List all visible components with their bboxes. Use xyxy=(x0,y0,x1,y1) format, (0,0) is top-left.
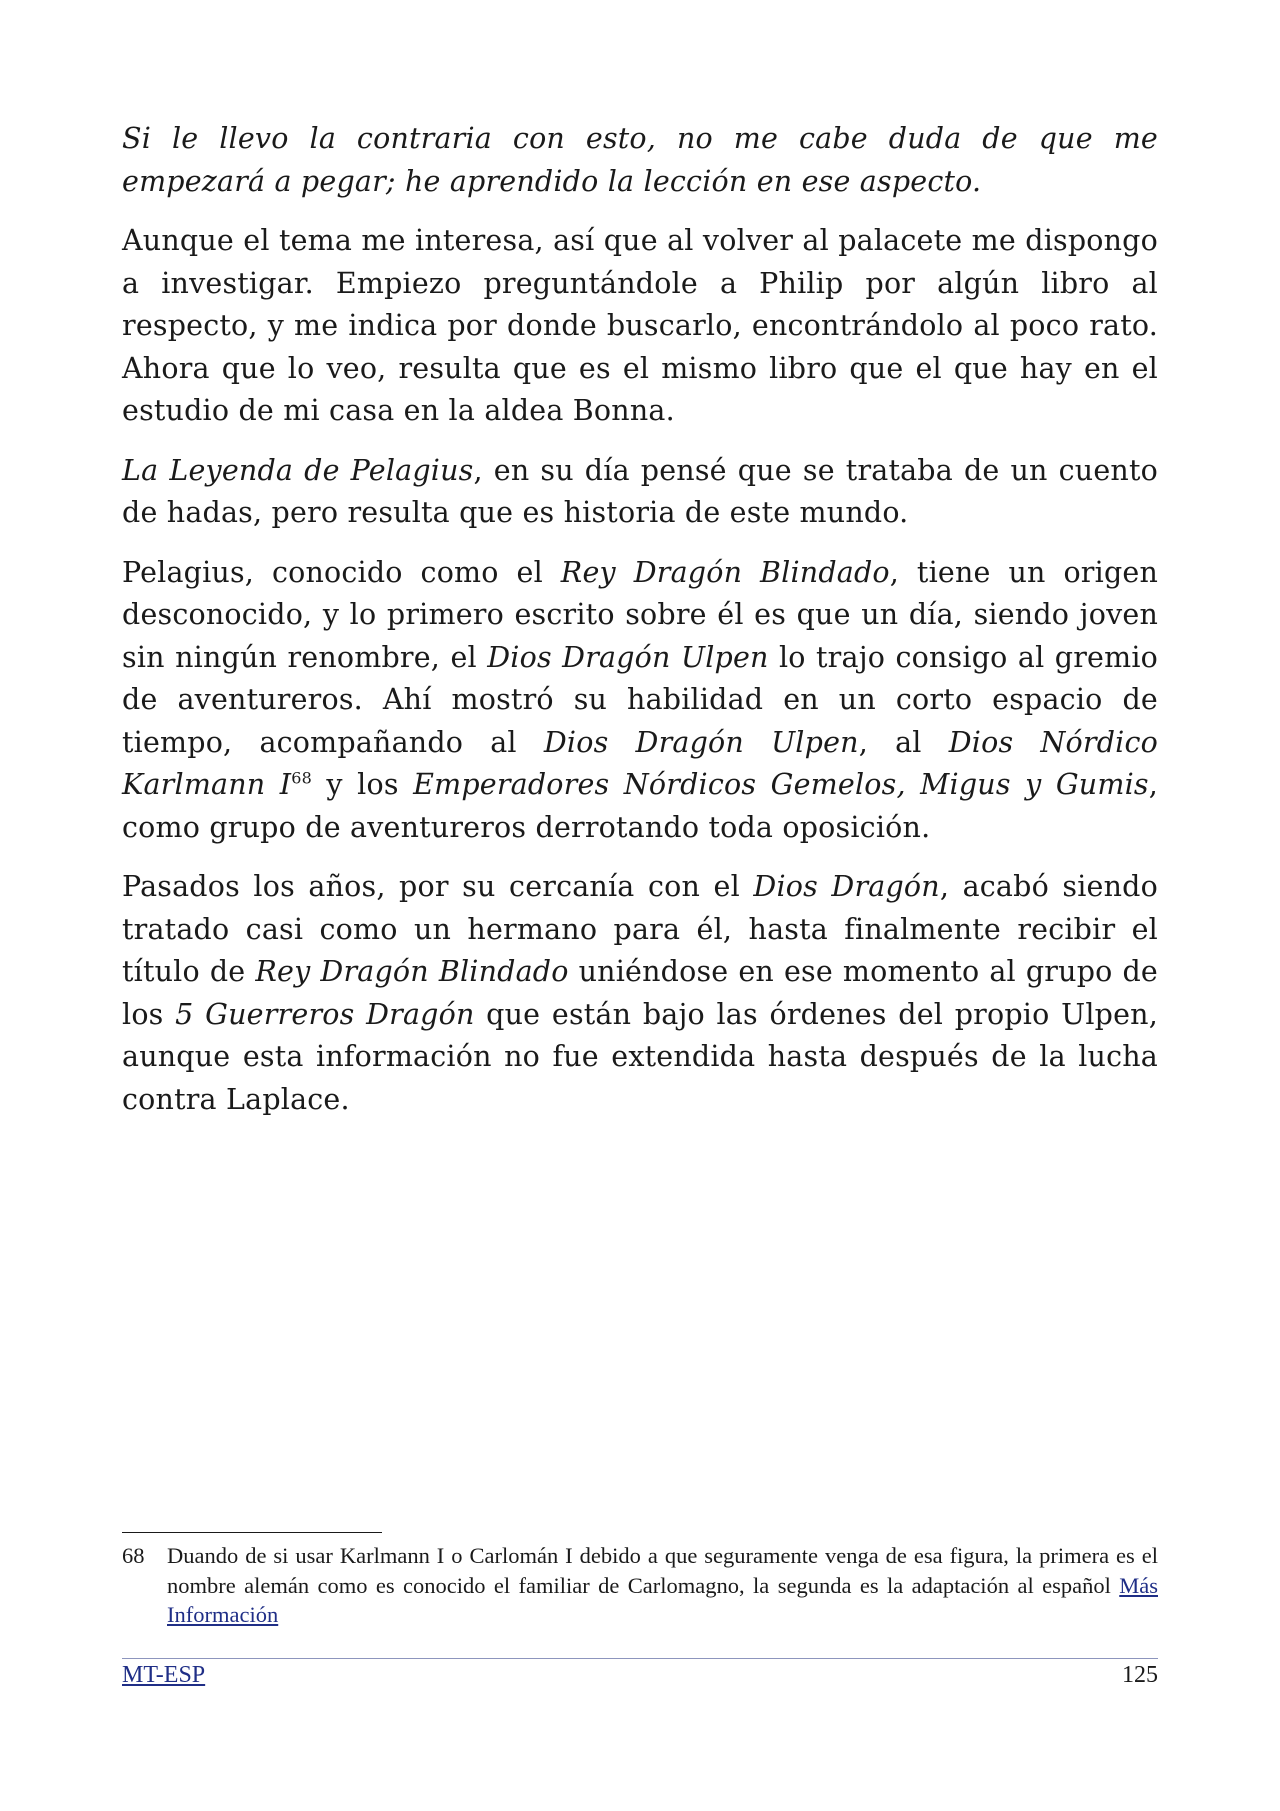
text-segment: lo trajo consigo al gremio de aventureros. Ahí mostró su habilidad en un corto espacio de tiempo, acompañando al xyxy=(122,640,1159,759)
emphasis-segment: Dios Dragón Ulpen xyxy=(487,640,769,674)
paragraph-3 xyxy=(122,450,1158,535)
emphasis-segment: Dios Dragón Ulpen xyxy=(543,725,859,759)
text-segment: que están bajo las órdenes del propio Ulpen, aunque esta información no fue extendida hasta después de la lucha contra Laplace. xyxy=(122,997,1158,1116)
footer-divider xyxy=(122,1658,1158,1659)
emphasis-segment: Emperadores Nórdicos Gemelos, Migus y Gumis xyxy=(413,768,1149,801)
paragraph-1 xyxy=(122,118,1158,203)
paragraph-5 xyxy=(122,866,1158,1121)
body-text xyxy=(122,118,1158,1138)
paragraph-3-text: , en su día pensé que se trataba de un cuento de hadas, pero resulta que es historia de este mundo. xyxy=(122,453,1158,529)
more-info-link[interactable]: Más Información xyxy=(167,1572,1158,1627)
text-segment: Pelagius, conocido como el xyxy=(122,555,561,589)
page-number: 125 xyxy=(1122,1662,1158,1688)
emphasis-segment: Rey Dragón Blindado xyxy=(255,955,569,988)
footnote-number: 68 xyxy=(122,1543,145,1568)
text-segment: , como grupo de aventureros derrotando toda oposición. xyxy=(122,768,1158,844)
text-segment: , tiene un origen desconocido, y lo primero escrito sobre él es que un día, siendo joven sin ningún renombre, el xyxy=(122,555,1159,674)
footnote-text xyxy=(167,1541,1158,1630)
footnote xyxy=(122,1541,1158,1630)
text-segment: , acabó siendo tratado casi como un hermano para él, hasta finalmente recibir el título de xyxy=(122,870,1158,988)
footnote-divider xyxy=(122,1532,382,1533)
paragraph-1-text: Si le llevo la contraria con esto, no me cabe duda de que me empezará a pegar; he aprendido la lección en ese aspecto. xyxy=(122,122,1158,198)
emphasis-segment: Dios Nórdico Karlmann I xyxy=(122,725,1158,801)
paragraph-2: Aunque el tema me interesa, así que al volver al palacete me dispongo a investigar. Empiezo preguntándole a Philip por algún libro al respecto, y me indica por donde buscarlo, encontrándolo al poco rato. Ahora que lo veo, resulta que es el mismo libro que el que hay en el estudio de mi casa en la aldea Bonna. xyxy=(122,224,1158,427)
footnote-reference[interactable]: 68 xyxy=(291,768,312,788)
emphasis-segment: Rey Dragón Blindado xyxy=(560,555,890,589)
emphasis-segment: Dios Dragón xyxy=(753,870,940,903)
footnote-body: Duando de si usar Karlmann I o Carlomán I debido a que seguramente venga de esa figura, la primera es el nombre alemán como es conocido el familiar de Carlomagno, la segunda es la adaptación al español xyxy=(167,1543,1158,1598)
text-segment: y los xyxy=(312,768,414,801)
text-segment: , al xyxy=(858,725,949,759)
paragraph-4 xyxy=(122,552,1158,850)
text-segment: Pasados los años, por su cercanía con el xyxy=(122,870,754,903)
text-segment: uniéndose en ese momento al grupo de los xyxy=(122,955,1159,1031)
book-title: La Leyenda de Pelagius xyxy=(122,453,474,487)
footer-site-link[interactable]: MT-ESP xyxy=(122,1662,206,1688)
emphasis-segment: 5 Guerreros Dragón xyxy=(175,997,475,1031)
